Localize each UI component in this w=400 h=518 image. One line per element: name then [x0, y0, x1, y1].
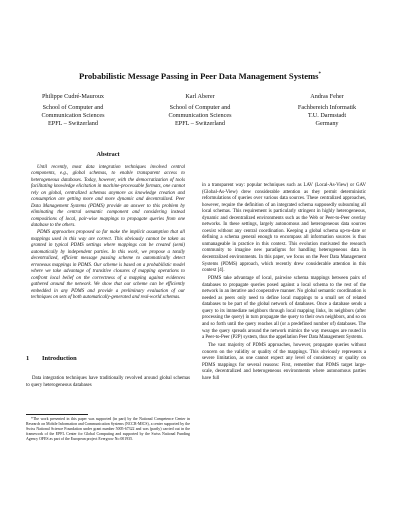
author-affiliation-line: School of Computer and: [42, 104, 104, 112]
paper-title-text: Probabilistic Message Passing in Peer Data Management Systems: [78, 70, 319, 81]
abstract-body: [26, 165, 190, 302]
section-number: 1: [26, 355, 30, 362]
section-heading: [26, 355, 77, 362]
title-footnote-mark: *: [318, 72, 322, 77]
section-title: Introduction: [42, 355, 77, 362]
footnote: [26, 417, 190, 442]
body-paragraph: PDMS take advantage of local, pairwise schema mappings between pairs of databases to propagate queries posed against a local schema to the rest of the network in an iterative and cooperative manner. No global semantic coordination is needed as peers only need to define local mappings to a small set of related databases to be part of the global network of databases. Once a database sends a query to its immediate neighbors through local mapping links, its neighbors (after processing the query) in turn propagate the query to their own neighbors, and so on and so forth until the query reaches all (or a predefined number of) databases. The way the query spreads around the network mimics the way messages are routed in a Peer-to-Peer (P2P) system, thus the appellation Peer Data Management Systems.: [202, 276, 366, 341]
author-affiliation-line: School of Computer and: [169, 104, 231, 112]
author-affiliation-line: Communication Sciences: [168, 112, 232, 120]
author-affiliation-line: Fachbereich Informatik: [297, 104, 357, 112]
right-column: [202, 183, 366, 384]
intro-paragraph: Data integration techniques have traditionally revolved around global schemas to query heterogeneous databases: [26, 376, 190, 388]
author-name: Philippe Cudré-Mauroux: [41, 93, 105, 100]
abstract-heading: Abstract: [96, 151, 120, 158]
author-affiliation-line: EPFL – Switzerland: [48, 120, 98, 128]
abstract-paragraph: PDMS approaches proposed so far make the implicit assumption that all mappings used in this way are correct. This obviously cannot be taken as granted in typical PDMS settings where mappings can be created (semi) automatically by independent parties. In this work, we propose a totally decentralized, efficient message passing scheme to automatically detect erroneous mappings in PDMS. Our scheme is based on a probabilistic model where we take advantage of transitive closures of mapping operations to confront local belief on the correctness of a mapping against evidences gathered around the network. We show that our scheme can be efficiently embedded in any PDMS and provide a preliminary evaluation of our techniques on sets of both automatically-generated and real-world schemas.: [31, 230, 185, 301]
author-name: Andras Feher: [310, 93, 344, 100]
paper-title: [20, 69, 380, 82]
author-affiliation-line: T.U. Darmstadt: [307, 112, 347, 120]
footnote-rule: [26, 414, 88, 415]
left-column: [26, 152, 190, 302]
abstract-paragraph: Until recently, most data integration techniques involved central components, e.g., global schemas, to enable transparent access to heterogeneous databases. Today, however, with the democratization of tools facilitating knowledge elicitation in machine-processable formats, one cannot rely on global, centralized schemas anymore as knowledge creation and consumption are getting more and more dynamic and decentralized. Peer Data Management Systems (PDMS) provide an answer to this problem by eliminating the central semantic component and considering instead compositions of local, pair-wise mappings to propagate queries from one database to the others.: [31, 164, 185, 229]
author-affiliation-line: Communication Sciences: [41, 112, 105, 120]
author-1: [18, 93, 128, 128]
body-paragraph: in a transparent way: popular techniques such as LAV (Local-As-View) or GAV (Global-As-View) drew considerable attention as they permit deterministic reformulations of queries over various data sources. These centralized approaches, however, require the definition of an integrated schema supposedly subsuming all local schemas. This requirement is particularly stringent in highly heterogeneous, dynamic and decentralized environments such as the Web or Peer-to-Peer overlay networks. In these settings, largely autonomous and heterogeneous data sources coexist without any central coordination. Keeping a global schema up-to-date or defining a schema general enough to encompass all information sources is thus unmanageable in practice in this context. This evolution motivated the research community to imagine new paradigms for handling heterogeneous data in decentralized environments. In this paper, we focus on the Peer Data Management Systems (PDMS) approach, which recently drew considerable attention in this context [4].: [202, 183, 366, 274]
author-name: Karl Aberer: [185, 93, 215, 100]
intro-body: [26, 376, 190, 389]
author-block: [18, 93, 382, 141]
body-paragraph: The vast majority of PDMS approaches, however, propagate queries without concern on the validity or quality of the mappings. This obviously represents a severe limitation, as one cannot expect any level of consistency or quality on PDMS mappings for several reasons: First, remember that PDMS target large-scale, decentralized and heterogeneous environments where autonomous parties have full: [202, 343, 366, 381]
author-affiliation-line: Germany: [315, 120, 339, 128]
footnote-text: *The work presented in this paper was supported (in part) by the National Competence Center in Research on Mobile Information and Communication Systems (NCCR-MICS), a center supported by the Swiss National Science Foundation under grant number 5005-67322 and was (partly) carried out in the framework of the EPFL Center for Global Computing and supported by the Swiss National Funding Agency OFES as part of the European project Evergrow No 001935.: [26, 417, 190, 442]
author-2: [145, 93, 255, 128]
author-3: [272, 93, 382, 128]
author-affiliation-line: EPFL – Switzerland: [175, 120, 225, 128]
